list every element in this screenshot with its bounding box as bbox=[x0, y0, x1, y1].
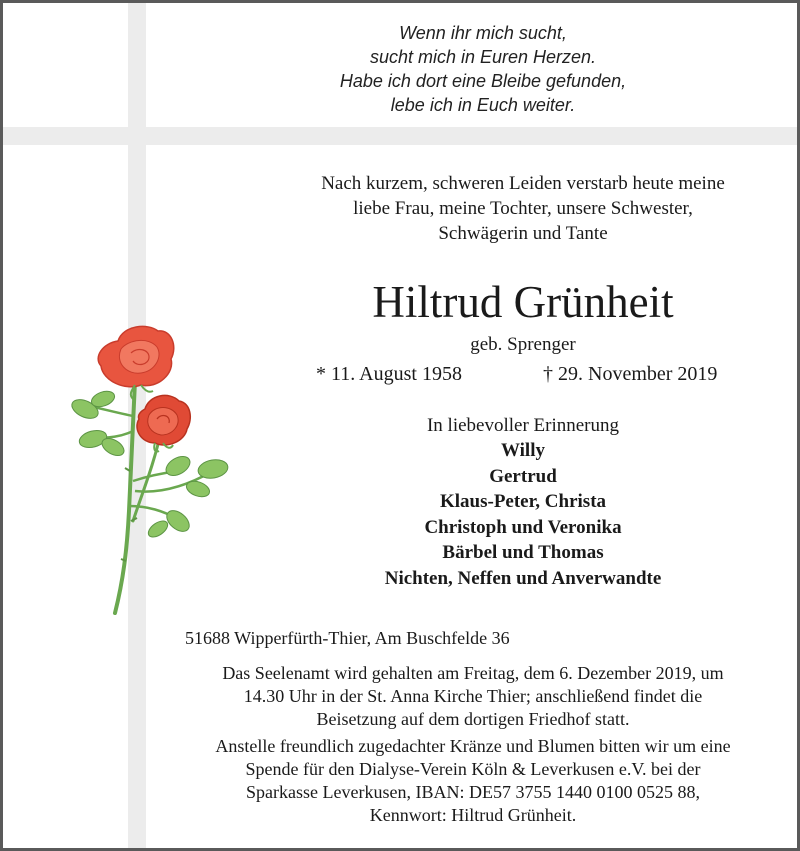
service-line: Beisetzung auf dem dortigen Friedhof statt. bbox=[316, 709, 630, 729]
cross-horizontal-bar bbox=[3, 127, 797, 145]
service-line: 14.30 Uhr in der St. Anna Kirche Thier; anschließend findet die bbox=[243, 686, 703, 706]
announcement-intro bbox=[273, 171, 773, 246]
memory-heading: In liebevoller Erinnerung bbox=[426, 415, 620, 436]
donation-line: Kennwort: Hiltrud Grünheit. bbox=[369, 805, 577, 825]
mourner-name: Klaus-Peter, Christa bbox=[439, 491, 607, 512]
poem-line: Habe ich dort eine Bleibe gefunden, bbox=[339, 71, 627, 91]
intro-line: Nach kurzem, schweren Leiden verstarb heute meine bbox=[321, 173, 725, 194]
service-details bbox=[173, 662, 773, 731]
mourners-list bbox=[273, 438, 773, 591]
obituary-card bbox=[3, 3, 797, 848]
birth-date: * 11. August 1958 bbox=[316, 363, 462, 385]
poem bbox=[303, 21, 663, 117]
poem-line: lebe ich in Euch weiter. bbox=[390, 95, 576, 115]
donation-line: Spende für den Dialyse-Verein Köln & Leverkusen e.V. bei der bbox=[245, 759, 701, 779]
service-line: Das Seelenamt wird gehalten am Freitag, dem 6. Dezember 2019, um bbox=[222, 663, 724, 683]
donation-request bbox=[173, 735, 773, 827]
intro-line: Schwägerin und Tante bbox=[438, 223, 608, 244]
mourner-name: Gertrud bbox=[489, 465, 557, 487]
maiden-name: geb. Sprenger bbox=[470, 334, 576, 355]
poem-line: sucht mich in Euren Herzen. bbox=[369, 47, 597, 67]
mourner-name: Willy bbox=[501, 440, 545, 461]
donation-line: Sparkasse Leverkusen, IBAN: DE57 3755 1440 0100 0525 88, bbox=[246, 782, 700, 802]
rose-illustration bbox=[63, 321, 233, 621]
mourner-name: Nichten, Neffen und Anverwandte bbox=[384, 567, 662, 589]
family-address: 51688 Wipperfürth-Thier, Am Buschfelde 36 bbox=[185, 628, 510, 648]
mourner-name: Bärbel und Thomas bbox=[442, 542, 604, 563]
donation-line: Anstelle freundlich zugedachter Kränze und Blumen bitten wir um eine bbox=[215, 736, 731, 756]
poem-line: Wenn ihr mich sucht, bbox=[399, 23, 567, 43]
mourner-name: Christoph und Veronika bbox=[424, 516, 622, 538]
deceased-name: Hiltrud Grünheit bbox=[372, 277, 674, 327]
intro-line: liebe Frau, meine Tochter, unsere Schwester, bbox=[353, 198, 693, 219]
death-date: † 29. November 2019 bbox=[543, 363, 718, 385]
